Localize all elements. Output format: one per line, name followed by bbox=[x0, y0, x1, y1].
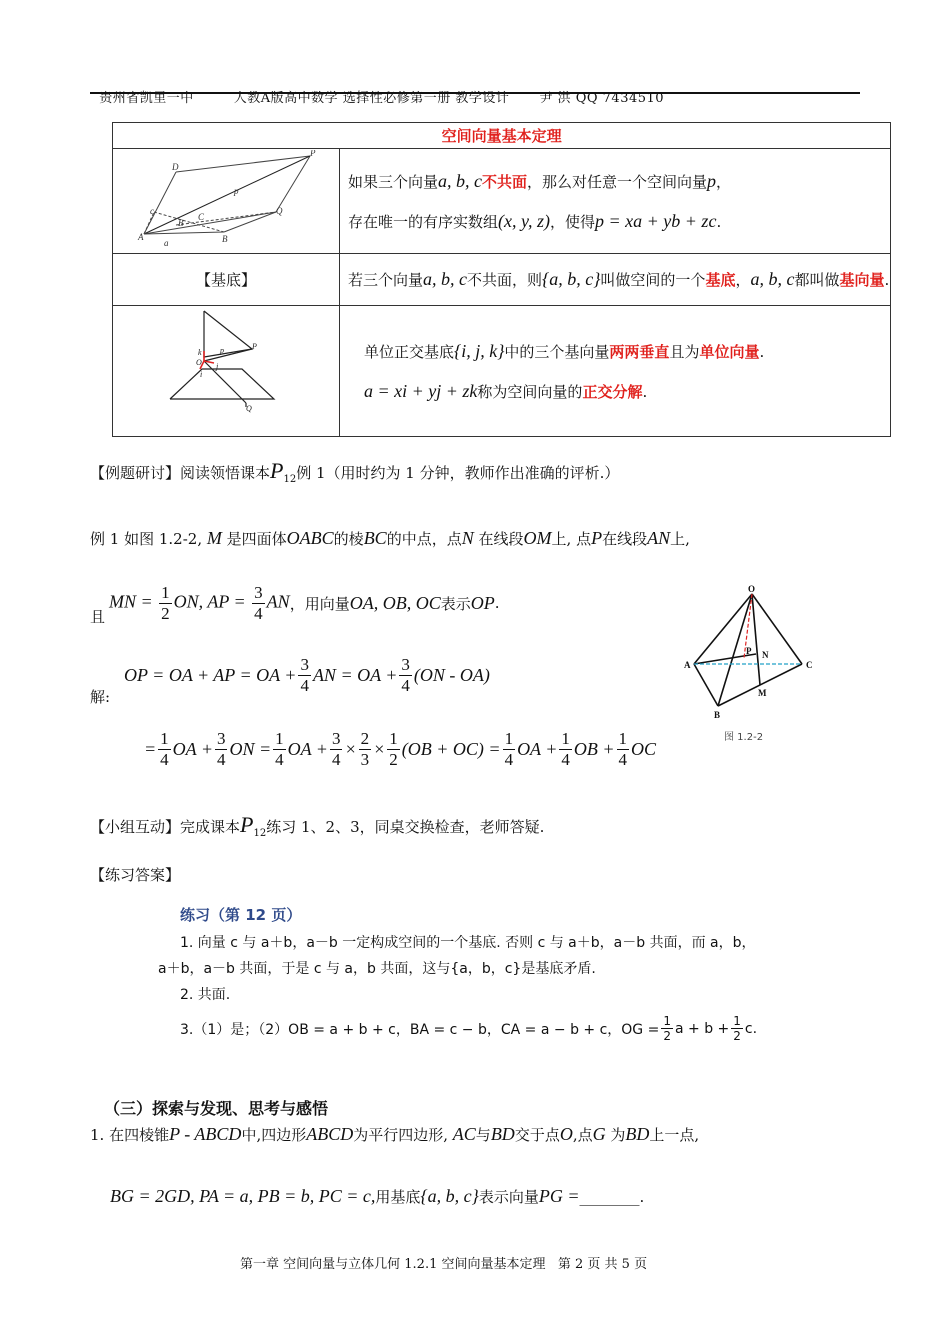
practice-l4c: c. bbox=[744, 1020, 758, 1037]
study-P: P bbox=[270, 458, 284, 483]
row3-text1: 单位正交基底 bbox=[364, 343, 455, 361]
practice-line2: a＋b，a－b 共面，于是 c 与 a，b 共面，这与{a，b，c}是基底矛盾. bbox=[158, 961, 596, 977]
sol-l1c: (ON - OA) bbox=[413, 664, 490, 685]
prob-BD2: BD bbox=[625, 1124, 650, 1144]
ex-t4: 在线段 bbox=[478, 530, 524, 548]
fig3-label-B: B bbox=[714, 710, 721, 720]
study-label: 【例题研讨】 bbox=[90, 464, 181, 482]
frac-num: 3 bbox=[254, 582, 263, 602]
practice-line4 bbox=[180, 1014, 757, 1043]
row2-set: {a, b, c} bbox=[542, 269, 601, 289]
frac-2-3 bbox=[359, 729, 372, 770]
prob-t4: 与 bbox=[475, 1126, 491, 1144]
frac-num: 1 bbox=[275, 728, 284, 748]
frac-den: 4 bbox=[331, 749, 341, 769]
theorem-title-cell bbox=[113, 123, 891, 149]
fig3-label-P: P bbox=[746, 646, 752, 656]
practice-frac-c bbox=[731, 1014, 743, 1043]
frac-1-4 bbox=[503, 729, 516, 770]
fig1-label-D: D bbox=[172, 162, 179, 172]
row3-text2: 中的三个基向量 bbox=[504, 343, 610, 361]
solution-line2 bbox=[144, 724, 656, 774]
solution-label: 解: bbox=[90, 688, 111, 706]
basis-label: 【基底】 bbox=[195, 271, 256, 289]
fig3-label-O: O bbox=[748, 584, 756, 594]
row3-orthogonal-decomposition: 正交分解 bbox=[582, 383, 643, 401]
ex-t1: 是四面体 bbox=[226, 530, 287, 548]
practice-answers bbox=[158, 900, 760, 1050]
group-sub: 12 bbox=[253, 828, 267, 839]
frac-1-4 bbox=[158, 729, 171, 770]
group-P: P bbox=[240, 812, 254, 837]
prob-t9: 用基底 bbox=[375, 1188, 421, 1206]
study-sub: 12 bbox=[283, 474, 297, 485]
row1-p: p bbox=[707, 171, 717, 191]
prob-basis-set: {a, b, c} bbox=[420, 1186, 479, 1206]
row3-unit-vector: 单位向量 bbox=[699, 343, 760, 361]
prob-t1: 1. 在四棱锥 bbox=[90, 1126, 170, 1144]
row1-not-coplanar: 不共面 bbox=[482, 173, 528, 191]
frac-num: 3 bbox=[401, 654, 410, 674]
fig2-label-i: i bbox=[200, 370, 203, 379]
ex-P: P bbox=[591, 528, 603, 548]
group-text2: 练习 1、2、3，同桌交换检查，老师答疑. bbox=[266, 818, 545, 836]
prob-t7: 为 bbox=[610, 1126, 626, 1144]
header-book: 人教A版高中数学 选择性必修第一册 教学设计 bbox=[233, 91, 510, 106]
ex-prefix: 例 1 如图 1.2-2, bbox=[90, 530, 203, 548]
frac-num: 3 bbox=[300, 654, 309, 674]
prob-G: G bbox=[592, 1124, 606, 1144]
sol-l1a: OP = OA + AP = OA + bbox=[124, 664, 297, 685]
frac-num: 1 bbox=[389, 728, 398, 748]
example1-line2 bbox=[90, 578, 500, 628]
prob-t6: ,点 bbox=[572, 1126, 593, 1144]
sol-l2i: OB + bbox=[573, 738, 615, 759]
row3-text4: . bbox=[759, 343, 765, 361]
fig1-label-P: P bbox=[310, 150, 316, 158]
fig3-label-C: C bbox=[806, 660, 813, 670]
example1-line1 bbox=[90, 528, 690, 549]
solution-line1 bbox=[124, 650, 490, 700]
practice-title: 练习（第 12 页） bbox=[180, 906, 302, 924]
row3-formula: a = xi + yj + zk bbox=[364, 381, 478, 401]
row2-text1: 若三个向量 bbox=[348, 271, 424, 289]
row2-text6: . bbox=[884, 271, 890, 289]
ex-vecs: OA, OB, OC bbox=[349, 592, 441, 613]
basis-label-cell bbox=[113, 254, 340, 306]
problem1-line2 bbox=[110, 1186, 644, 1207]
tetrahedron-figure bbox=[680, 584, 820, 744]
sol-l2h: OA + bbox=[517, 738, 558, 759]
header-author: 尹 洪 QQ 7434510 bbox=[539, 91, 665, 106]
prob-BD: BD bbox=[490, 1124, 515, 1144]
frac-den: 2 bbox=[733, 1029, 741, 1043]
frac-num: 1 bbox=[504, 728, 514, 748]
row3-perpendicular: 两两垂直 bbox=[609, 343, 670, 361]
ex-OABC: OABC bbox=[286, 528, 334, 548]
frac-den: 4 bbox=[300, 675, 309, 695]
ex-ON-AP: ON, AP = bbox=[173, 591, 246, 612]
study-text1: 阅读领悟课本 bbox=[180, 464, 271, 482]
sol-l2b: OA + bbox=[172, 738, 213, 759]
frac-3-4 bbox=[330, 729, 343, 770]
ex-BC: BC bbox=[363, 528, 387, 548]
sol-l2e: × bbox=[344, 738, 357, 759]
ex-t7: 上, bbox=[670, 530, 690, 548]
frac-den: 4 bbox=[160, 749, 169, 769]
frac-num: 1 bbox=[663, 1014, 671, 1028]
frac-den: 4 bbox=[401, 675, 410, 695]
header-rule bbox=[90, 92, 860, 94]
prob-t10: 表示向量 bbox=[478, 1188, 539, 1206]
prob-PG: PG = bbox=[538, 1186, 580, 1206]
fig1-label-c: c bbox=[150, 206, 154, 216]
ex-frac-three-quarters bbox=[252, 583, 265, 624]
row3-text6: . bbox=[642, 383, 648, 401]
fig3-label-N: N bbox=[762, 650, 769, 660]
row1-text4: 存在唯一的有序实数组 bbox=[348, 213, 499, 231]
sol-l1b: AN = OA + bbox=[312, 664, 398, 685]
problem1-line1 bbox=[90, 1124, 699, 1145]
section-heading: （三）探索与发现、思考与感悟 bbox=[104, 1099, 329, 1118]
ex-t9: 表示 bbox=[440, 594, 471, 613]
ex-OM: OM bbox=[523, 528, 552, 548]
row2-text2: 不共面，则 bbox=[467, 271, 543, 289]
ex-t2: 的棱 bbox=[333, 530, 364, 548]
sol-l2f: × bbox=[373, 738, 386, 759]
header-school: 贵州省凯里一中 bbox=[99, 91, 194, 106]
row3-set: {i, j, k} bbox=[454, 341, 505, 361]
frac-3-4 bbox=[215, 729, 228, 770]
frac-num: 1 bbox=[733, 1014, 741, 1028]
sol-l2j: OC bbox=[631, 738, 657, 759]
sol-l2a: = bbox=[144, 738, 157, 759]
ex-AN2: AN bbox=[266, 591, 290, 612]
prob-ABCD: ABCD bbox=[306, 1124, 354, 1144]
frac-den: 2 bbox=[161, 603, 170, 623]
practice-line3: 2. 共面. bbox=[180, 987, 231, 1003]
group-line bbox=[90, 812, 544, 839]
sol-l2c: ON = bbox=[229, 738, 272, 759]
prob-t5: 交于点 bbox=[514, 1126, 560, 1144]
prob-t3: 为平行四边形, bbox=[353, 1126, 448, 1144]
figure-parallelepiped-cell bbox=[113, 149, 340, 254]
frac-num: 2 bbox=[360, 728, 370, 748]
practice-l4b: a + b + bbox=[674, 1020, 730, 1037]
row1-text6: . bbox=[716, 213, 722, 231]
prob-t2: 中,四边形 bbox=[241, 1126, 307, 1144]
row1-text3: ， bbox=[716, 173, 732, 191]
frac-den: 4 bbox=[275, 749, 284, 769]
group-text1: 完成课本 bbox=[180, 818, 241, 836]
frac-num: 1 bbox=[561, 728, 570, 748]
frac-den: 4 bbox=[561, 749, 570, 769]
fig1-label-A: A bbox=[138, 232, 144, 242]
sol-frac-3-4b bbox=[399, 655, 412, 696]
fig1-label-B1: B bbox=[178, 218, 184, 228]
frac-den: 4 bbox=[254, 603, 263, 623]
prob-pyramid: P - ABCD bbox=[169, 1124, 242, 1144]
row2-text4: ， bbox=[735, 271, 751, 289]
ex-M: M bbox=[206, 528, 222, 548]
frac-1-2 bbox=[387, 729, 400, 770]
fig1-label-p: p bbox=[234, 186, 239, 196]
ex-t10: . bbox=[494, 594, 500, 612]
frac-1-4 bbox=[617, 729, 630, 770]
row1-text5: ，使得 bbox=[550, 213, 596, 231]
prob-conditions: BG = 2GD, PA = a, PB = b, PC = c, bbox=[110, 1186, 376, 1206]
row1-text2: ，那么对任意一个空间向量 bbox=[527, 173, 708, 191]
fig3-label-M: M bbox=[758, 688, 767, 698]
theorem-statement-cell bbox=[340, 149, 891, 254]
example-study-line bbox=[90, 458, 619, 485]
prob-t8: 上一点, bbox=[649, 1126, 700, 1144]
prob-t11: . bbox=[639, 1188, 645, 1206]
fig2-label-Q: Q bbox=[246, 404, 252, 413]
frac-den: 4 bbox=[504, 749, 514, 769]
frac-num: 1 bbox=[618, 728, 628, 748]
frac-1-4 bbox=[559, 729, 572, 770]
prob-AC: AC bbox=[452, 1124, 476, 1144]
practice-line1: 1. 向量 c 与 a＋b，a－b 一定构成空间的一个基底. 否则 c 与 a＋b，a－b 共面，而 a，b， bbox=[180, 935, 756, 951]
group-label: 【小组互动】 bbox=[90, 818, 181, 836]
ex-t3: 的中点，点 bbox=[386, 530, 462, 548]
frac-num: 1 bbox=[161, 582, 170, 602]
page-header bbox=[90, 72, 664, 106]
basis-definition-cell bbox=[340, 254, 891, 306]
row1-formula: p = xa + yb + zc bbox=[595, 211, 717, 231]
page-footer: 第一章 空间向量与立体几何 1.2.1 空间向量基本定理 第 2 页 共 5 页 bbox=[240, 1257, 648, 1272]
orthogonal-basis-cell bbox=[340, 306, 891, 437]
frac-den: 4 bbox=[618, 749, 628, 769]
frac-num: 3 bbox=[216, 728, 226, 748]
row2-basis-vector: 基向量 bbox=[839, 271, 885, 289]
fig2-label-O: O bbox=[196, 358, 202, 367]
row3-text5: 称为空间向量的 bbox=[477, 383, 583, 401]
fig2-label-p: p bbox=[220, 346, 224, 355]
answers-label: 【练习答案】 bbox=[90, 866, 181, 884]
theorem-title: 空间向量基本定理 bbox=[441, 127, 562, 145]
sol-l2d: OA + bbox=[287, 738, 328, 759]
orthogonal-figure bbox=[114, 307, 338, 431]
row1-triple: (x, y, z) bbox=[498, 211, 550, 231]
frac-den: 2 bbox=[663, 1029, 671, 1043]
ex-t6: 在线段 bbox=[602, 530, 648, 548]
ex-frac-half bbox=[159, 583, 172, 624]
ex-OP: OP bbox=[470, 592, 495, 613]
ex-AN: AN bbox=[647, 528, 671, 548]
fig1-label-B2: B bbox=[222, 234, 228, 244]
practice-l4a: 3.（1）是；（2）OB = a + b + c，BA = c − b，CA = a − b + c，OG = bbox=[180, 1021, 660, 1038]
row2-text3: 叫做空间的一个 bbox=[600, 271, 706, 289]
answer-blank[interactable]: ________ bbox=[579, 1188, 640, 1206]
fig1-label-C: C bbox=[198, 212, 205, 222]
prob-O: O bbox=[559, 1124, 573, 1144]
ex-MN: MN = bbox=[109, 591, 153, 612]
frac-num: 3 bbox=[331, 728, 341, 748]
row3-text3: 且为 bbox=[669, 343, 700, 361]
frac-den: 4 bbox=[216, 749, 226, 769]
ex-N: N bbox=[461, 528, 474, 548]
ex-t5: 上, 点 bbox=[551, 530, 592, 548]
frac-den: 2 bbox=[389, 749, 398, 769]
study-text2: 例 1（用时约为 1 分钟，教师作出准确的评析.） bbox=[296, 464, 620, 482]
frac-num: 1 bbox=[160, 728, 169, 748]
fig2-label-P: P bbox=[252, 342, 257, 351]
practice-frac-a bbox=[661, 1014, 673, 1043]
fig3-caption: 图 1.2-2 bbox=[724, 732, 764, 743]
fig2-label-k: k bbox=[198, 348, 202, 357]
fig1-label-a: a bbox=[164, 238, 169, 248]
row1-text1: 如果三个向量 bbox=[348, 173, 439, 191]
ex-and: 且 bbox=[90, 607, 106, 626]
figure-orthogonal-cell bbox=[113, 306, 340, 437]
frac-1-4 bbox=[273, 729, 286, 770]
fig1-label-Q: Q bbox=[276, 206, 283, 216]
row2-text5: 都叫做 bbox=[794, 271, 840, 289]
row2-basis: 基底 bbox=[705, 271, 736, 289]
frac-den: 3 bbox=[360, 749, 370, 769]
row2-vectors: a, b, c bbox=[423, 269, 468, 289]
row1-vectors: a, b, c bbox=[438, 171, 483, 191]
parallelepiped-figure bbox=[114, 150, 338, 248]
fig3-label-A: A bbox=[684, 660, 691, 670]
row2-vectors2: a, b, c bbox=[750, 269, 795, 289]
theorem-table bbox=[112, 122, 891, 437]
ex-t8: ，用向量 bbox=[289, 594, 350, 613]
sol-frac-3-4a bbox=[298, 655, 311, 696]
sol-l2g: (OB + OC) = bbox=[401, 738, 501, 759]
fig2-label-j: j bbox=[216, 362, 219, 371]
